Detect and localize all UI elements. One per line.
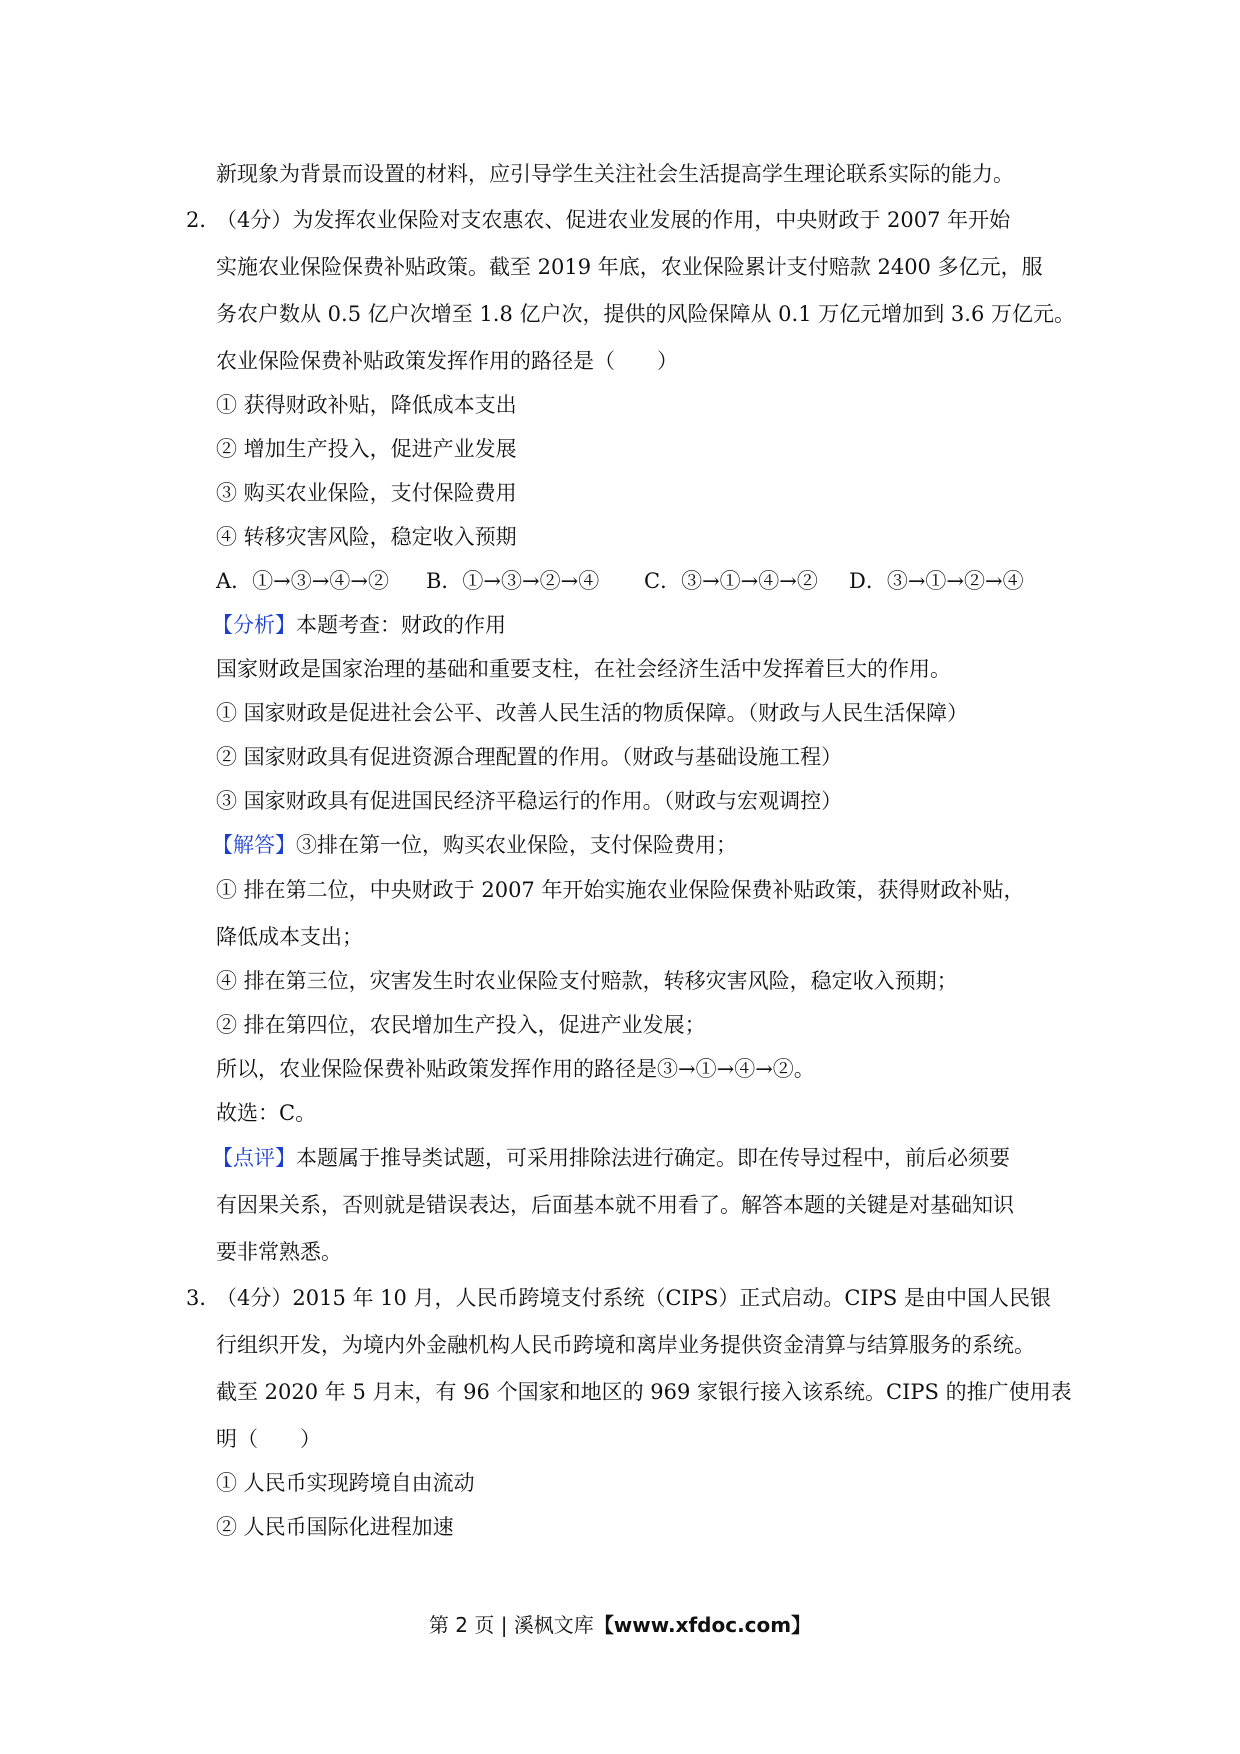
page-footer <box>0 1612 1240 1638</box>
question-2-options <box>216 568 1024 594</box>
comment-first-line <box>212 1145 1010 1171</box>
library-name: 溪枫文库 <box>513 1613 594 1637</box>
comment-line: 要非常熟悉。 <box>216 1240 342 1264</box>
option-c[interactable]: C．③→①→④→② <box>644 569 818 593</box>
analysis-line: ② 国家财政具有促进资源合理配置的作用。（财政与基础设施工程） <box>216 745 843 769</box>
answer-text: ③排在第一位，购买农业保险，支付保险费用； <box>296 833 737 857</box>
footer-separator: | <box>500 1613 508 1637</box>
answer-tag: 【解答】 <box>212 833 296 857</box>
question-3-number: 3． <box>186 1286 221 1310</box>
option-a[interactable]: A．①→③→④→② <box>216 569 389 593</box>
answer-first-line <box>212 832 737 858</box>
analysis-line: ③ 国家财政具有促进国民经济平稳运行的作用。（财政与宏观调控） <box>216 789 843 813</box>
question-2-item: ② 增加生产投入，促进产业发展 <box>216 437 517 461</box>
page-number: 第 2 页 <box>428 1613 495 1637</box>
analysis-line: ① 国家财政是促进社会公平、改善人民生活的物质保障。（财政与人民生活保障） <box>216 701 969 725</box>
question-3-item: ① 人民币实现跨境自由流动 <box>216 1471 475 1495</box>
answer-line: ② 排在第四位，农民增加生产投入，促进产业发展； <box>216 1013 706 1037</box>
question-3-stem-line: 行组织开发，为境内外金融机构人民币跨境和离岸业务提供资金清算与结算服务的系统。 <box>216 1333 1035 1357</box>
option-d[interactable]: D．③→①→②→④ <box>849 569 1024 593</box>
answer-line: ① 排在第二位，中央财政于 2007 年开始实施农业保险保费补贴政策，获得财政补贴， <box>216 878 1025 902</box>
question-2-stem-line: 务农户数从 0.5 亿户次增至 1.8 亿户次，提供的风险保障从 0.1 万亿元增加到 3.6 万亿元。 <box>216 302 1075 326</box>
analysis-line: 国家财政是国家治理的基础和重要支柱，在社会经济生活中发挥着巨大的作用。 <box>216 657 951 681</box>
analysis-first-line <box>212 612 506 638</box>
intro-tail-text: 新现象为背景而设置的材料，应引导学生关注社会生活提高学生理论联系实际的能力。 <box>216 162 1014 186</box>
question-3-stem-line: （4分）2015 年 10 月，人民币跨境支付系统（CIPS）正式启动。CIPS 是由中国人民银 <box>216 1286 1051 1310</box>
question-2-number: 2． <box>186 208 221 232</box>
question-2-item: ④ 转移灾害风险，稳定收入预期 <box>216 525 517 549</box>
analysis-tag: 【分析】 <box>212 613 296 637</box>
answer-line: 降低成本支出； <box>216 925 363 949</box>
comment-tag: 【点评】 <box>212 1146 296 1170</box>
answer-line: ④ 排在第三位，灾害发生时农业保险支付赔款，转移灾害风险，稳定收入预期； <box>216 969 958 993</box>
question-3-stem-line: 截至 2020 年 5 月末，有 96 个国家和地区的 969 家银行接入该系统。CIPS 的推广使用表 <box>216 1380 1072 1404</box>
answer-line: 故选：C。 <box>216 1101 317 1125</box>
question-3-item: ② 人民币国际化进程加速 <box>216 1515 454 1539</box>
analysis-text: 本题考查：财政的作用 <box>296 613 506 637</box>
question-2-item: ① 获得财政补贴，降低成本支出 <box>216 393 517 417</box>
question-2-stem-line: 实施农业保险保费补贴政策。截至 2019 年底，农业保险累计支付赔款 2400 多亿元，服 <box>216 255 1043 279</box>
site-link[interactable]: 【www.xfdoc.com】 <box>593 1613 812 1637</box>
answer-line: 所以，农业保险保费补贴政策发挥作用的路径是③→①→④→②。 <box>216 1057 815 1081</box>
question-3-stem-line: 明（ ） <box>216 1427 321 1451</box>
question-2-item: ③ 购买农业保险，支付保险费用 <box>216 481 517 505</box>
comment-text: 本题属于推导类试题，可采用排除法进行确定。即在传导过程中，前后必须要 <box>296 1146 1010 1170</box>
question-2-stem-line: 农业保险保费补贴政策发挥作用的路径是（ ） <box>216 349 678 373</box>
question-2-stem-line: （4分）为发挥农业保险对支农惠农、促进农业发展的作用，中央财政于 2007 年开始 <box>216 208 1011 232</box>
comment-line: 有因果关系，否则就是错误表达，后面基本就不用看了。解答本题的关键是对基础知识 <box>216 1193 1014 1217</box>
option-b[interactable]: B．①→③→②→④ <box>426 569 600 593</box>
